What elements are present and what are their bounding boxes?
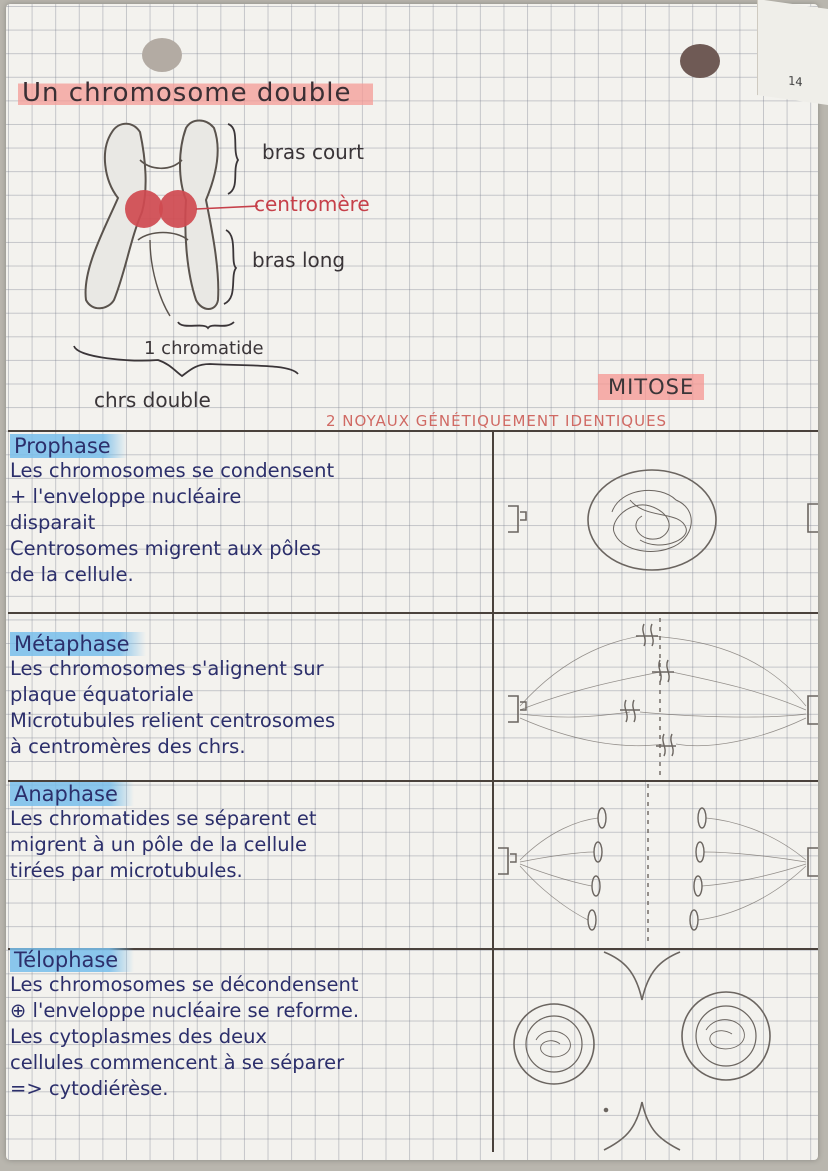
phase-title-telophase: Télophase xyxy=(10,948,134,972)
mitosis-title: MITOSE xyxy=(598,374,704,400)
metaphase-line-4: à centromères des chrs. xyxy=(10,735,246,758)
corner-sticker-text: 14 xyxy=(788,73,803,90)
metaphase-line-2: plaque équatoriale xyxy=(10,683,194,706)
prophase-line-3: disparait xyxy=(10,511,96,534)
metaphase-line-3: Microtubules relient centrosomes xyxy=(10,709,336,732)
prophase-line-2: + l'enveloppe nucléaire xyxy=(10,485,242,508)
phase-title-prophase: Prophase xyxy=(10,434,127,458)
telophase-line-2: ⊕ l'enveloppe nucléaire se reforme. xyxy=(10,999,360,1022)
phase-title-anaphase: Anaphase xyxy=(10,782,134,806)
prophase-line-5: de la cellule. xyxy=(10,563,134,586)
chromosome-title: Un chromosome double xyxy=(18,78,373,108)
double-chromosome-label: chrs double xyxy=(94,388,211,412)
anaphase-line-2: migrent à un pôle de la cellule xyxy=(10,833,308,856)
chromatid-label: 1 chromatide xyxy=(144,338,264,359)
metaphase-line-1: Les chromosomes s'alignent sur xyxy=(10,657,324,680)
short-arm-label: bras court xyxy=(262,140,364,164)
phase-title-metaphase: Métaphase xyxy=(10,632,146,656)
telophase-line-5: => cytodiérèse. xyxy=(10,1077,169,1100)
mitosis-subtitle: 2 NOYAUX GÉNÉTIQUEMENT IDENTIQUES xyxy=(326,412,668,430)
prophase-drawing xyxy=(508,470,818,570)
prophase-line-1: Les chromosomes se condensent xyxy=(10,459,335,482)
telophase-line-4: cellules commencent à se séparer xyxy=(10,1051,345,1074)
metaphase-drawing xyxy=(508,618,818,778)
anaphase-drawing xyxy=(498,784,818,946)
anaphase-line-3: tirées par microtubules. xyxy=(10,859,243,882)
long-arm-label: bras long xyxy=(252,248,346,272)
telophase-line-3: Les cytoplasmes des deux xyxy=(10,1025,267,1048)
anaphase-line-1: Les chromatides se séparent et xyxy=(10,807,317,830)
telophase-drawing xyxy=(514,952,770,1150)
prophase-line-4: Centrosomes migrent aux pôles xyxy=(10,537,322,560)
telophase-line-1: Les chromosomes se décondensent xyxy=(10,973,359,996)
centromere-label: centromère xyxy=(254,192,370,216)
